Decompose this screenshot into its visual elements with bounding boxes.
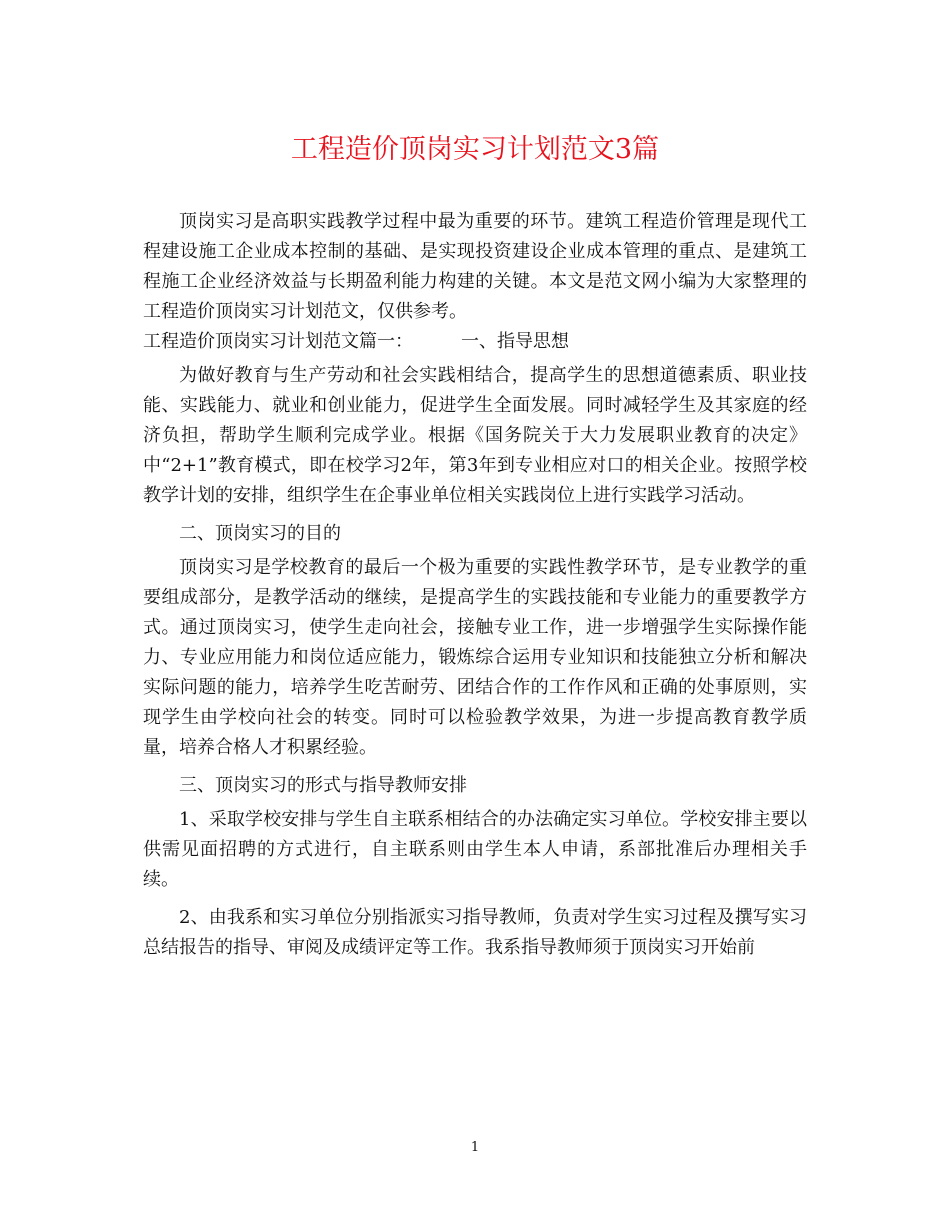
page-number: 1 — [470, 1140, 480, 1155]
document-title: 工程造价顶岗实习计划范文3篇 — [290, 134, 660, 165]
heading-form-and-teachers: 三、顶岗实习的形式与指导教师安排 — [179, 775, 467, 796]
intro-paragraph: 顶岗实习是高职实践教学过程中最为重要的环节。建筑工程造价管理是现代工程建设施工企业成本控制的基础、是实现投资建设企业成本管理的重点、是建筑工程施工企业经济效益与长期盈利能力构建的关键。本文是范文网小编为大家整理的工程造价顶岗实习计划范文，仅供参考。 — [143, 211, 807, 322]
section-heading — [143, 327, 807, 357]
purpose-paragraph: 顶岗实习是学校教育的最后一个极为重要的实践性教学环节，是专业教学的重要组成部分，是教学活动的继续，是提高学生的实践技能和专业能力的重要教学方式。通过顶岗实习，使学生走向社会，接触专业工作，进一步增强学生实际操作能力、专业应用能力和岗位适应能力，锻炼综合运用专业知识和技能独立分析和解决实际问题的能力，培养学生吃苦耐劳、团结合作的工作作风和正确的处事原则，实现学生由学校向社会的转变。同时可以检验教学效果，为进一步提高教育教学质量，培养合格人才积累经验。 — [143, 557, 807, 758]
guiding-ideology-paragraph: 为做好教育与生产劳动和社会实践相结合，提高学生的思想道德素质、职业技能、实践能力、就业和创业能力，促进学生全面发展。同时减轻学生及其家庭的经济负担，帮助学生顺利完成学业。根据《国务院关于大力发展职业教育的决定》中“2+1”教育模式，即在校学习2年，第3年到专业相应对口的相关企业。按照学校教学计划的安排，组织学生在企事业单位相关实践岗位上进行实践学习活动。 — [143, 365, 807, 506]
heading-purpose: 二、顶岗实习的目的 — [179, 523, 341, 544]
form-paragraph-2: 2、由我系和实习单位分别指派实习指导教师，负责对学生实习过程及撰写实习总结报告的指导、审阅及成绩评定等工作。我系指导教师须于顶岗实习开始前 — [143, 907, 807, 958]
section-title: 工程造价顶岗实习计划范文篇一： — [143, 331, 413, 352]
document-body — [143, 207, 807, 963]
section-subheading: 一、指导思想 — [461, 331, 569, 352]
form-paragraph-1: 1、采取学校安排与学生自主联系相结合的办法确定实习单位。学校安排主要以供需见面招聘的方式进行，自主联系则由学生本人申请，系部批准后办理相关手续。 — [143, 809, 807, 890]
